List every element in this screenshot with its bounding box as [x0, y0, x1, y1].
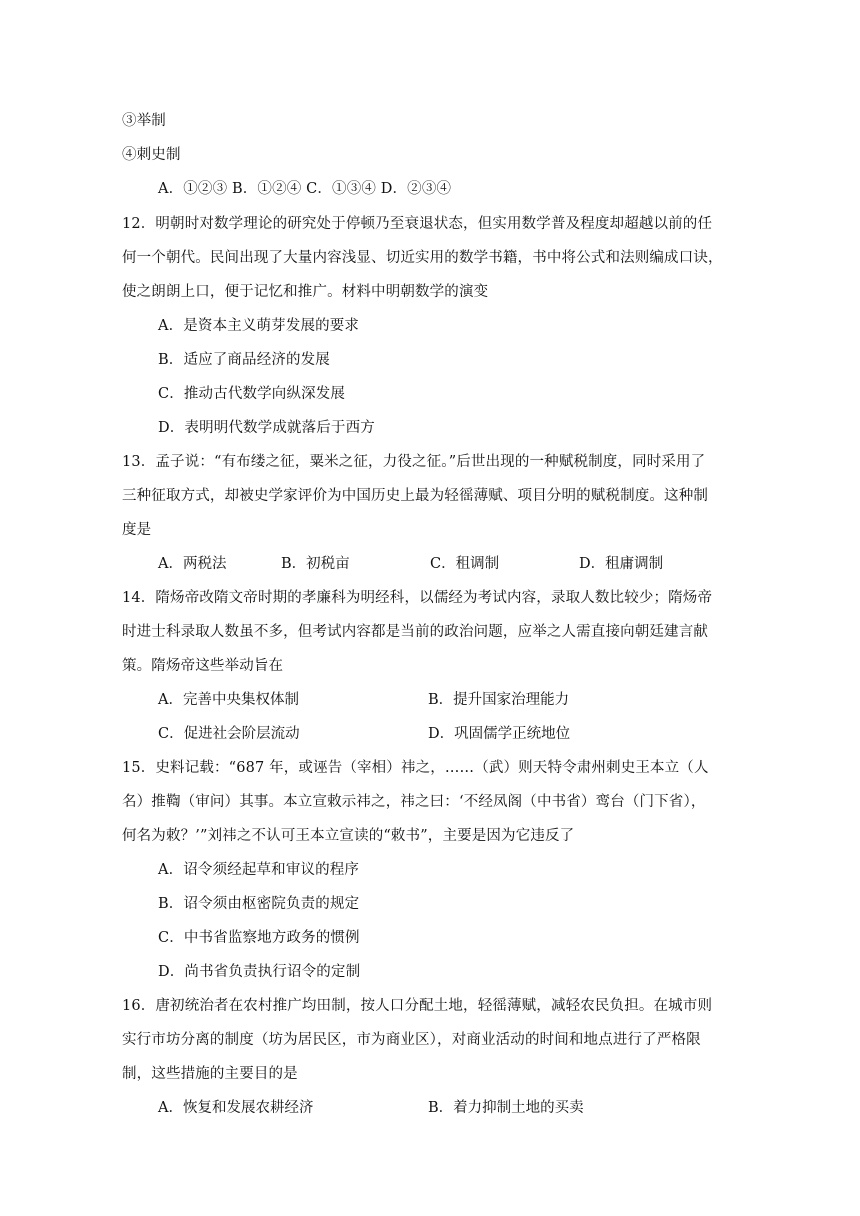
q15-stem-line-2: 名）推鞫（审问）其事。本立宣敕示祎之，祎之曰：‘不经凤阁（中书省）鸾台（门下省），: [122, 794, 706, 810]
q14-option-b: B．提升国家治理能力: [428, 692, 570, 708]
q13-stem-line-2: 三种征取方式，却被史学家评价为中国历史上最为轻徭薄赋、项目分明的赋税制度。这种制: [122, 488, 708, 504]
q13-option-d: D．租庸调制: [579, 556, 664, 572]
q15-option-a: A．诏令须经起草和审议的程序: [158, 862, 360, 878]
q14-option-c: C．促进社会阶层流动: [158, 726, 300, 742]
q13-option-a: A．两税法: [158, 556, 227, 572]
q11-item-4: ④刺史制: [122, 147, 181, 163]
q11-options: A．①②③ B．①②④ C．①③④ D．②③④: [158, 181, 452, 197]
q12-stem-line-1: 12．明朝时对数学理论的研究处于停顿乃至衰退状态，但实用数学普及程度却超越以前的任: [122, 216, 713, 232]
q16-option-a: A．恢复和发展农耕经济: [158, 1100, 314, 1116]
q15-option-d: D．尚书省负责执行诏令的定制: [158, 964, 361, 980]
q15-option-c: C．中书省监察地方政务的惯例: [158, 930, 360, 946]
q14-stem-line-2: 时进士科录取人数虽不多，但考试内容都是当前的政治问题，应举之人需直接向朝廷建言献: [122, 624, 708, 640]
q16-option-b: B．着力抑制土地的买卖: [428, 1100, 584, 1116]
q12-option-a: A．是资本主义萌芽发展的要求: [158, 318, 360, 334]
q13-option-b: B．初税亩: [281, 556, 350, 572]
q13-option-c: C．租调制: [430, 556, 500, 572]
q15-option-b: B．诏令须由枢密院负责的规定: [158, 896, 360, 912]
q12-option-c: C．推动古代数学向纵深发展: [158, 386, 346, 402]
q14-option-a: A．完善中央集权体制: [158, 692, 299, 708]
q16-stem-line-2: 实行市坊分离的制度（坊为居民区，市为商业区），对商业活动的时间和地点进行了严格限: [122, 1032, 701, 1048]
q14-stem-line-3: 策。隋炀帝这些举动旨在: [122, 658, 284, 674]
q15-stem-line-3: 何名为敕？’”刘祎之不认可王本立宣读的“敕书”，主要是因为它违反了: [122, 828, 575, 844]
q14-stem-line-1: 14．隋炀帝改隋文帝时期的孝廉科为明经科，以儒经为考试内容，录取人数比较少；隋炀帝: [122, 590, 713, 606]
q15-stem-line-1: 15．史料记载：“687 年，或诬告（宰相）祎之，……（武）则天特令肃州刺史王本立（人: [122, 760, 709, 776]
q12-option-b: B．适应了商品经济的发展: [158, 352, 330, 368]
q14-option-d: D．巩固儒学正统地位: [428, 726, 571, 742]
q12-option-d: D．表明明代数学成就落后于西方: [158, 420, 375, 436]
q12-stem-line-2: 何一个朝代。民间出现了大量内容浅显、切近实用的数学书籍，书中将公式和法则编成口诀，: [122, 250, 723, 266]
q13-stem-line-3: 度是: [122, 522, 152, 538]
q16-stem-line-3: 制，这些措施的主要目的是: [122, 1066, 298, 1082]
q13-stem-line-1: 13．孟子说：“有布缕之征，粟米之征，力役之征。”后世出现的一种赋税制度，同时采用了: [122, 454, 706, 470]
q11-item-3: ③举制: [122, 113, 166, 129]
q12-stem-line-3: 使之朗朗上口，便于记忆和推广。材料中明朝数学的演变: [122, 284, 489, 300]
q16-stem-line-1: 16．唐初统治者在农村推广均田制，按人口分配土地，轻徭薄赋，减轻农民负担。在城市则: [122, 998, 713, 1014]
